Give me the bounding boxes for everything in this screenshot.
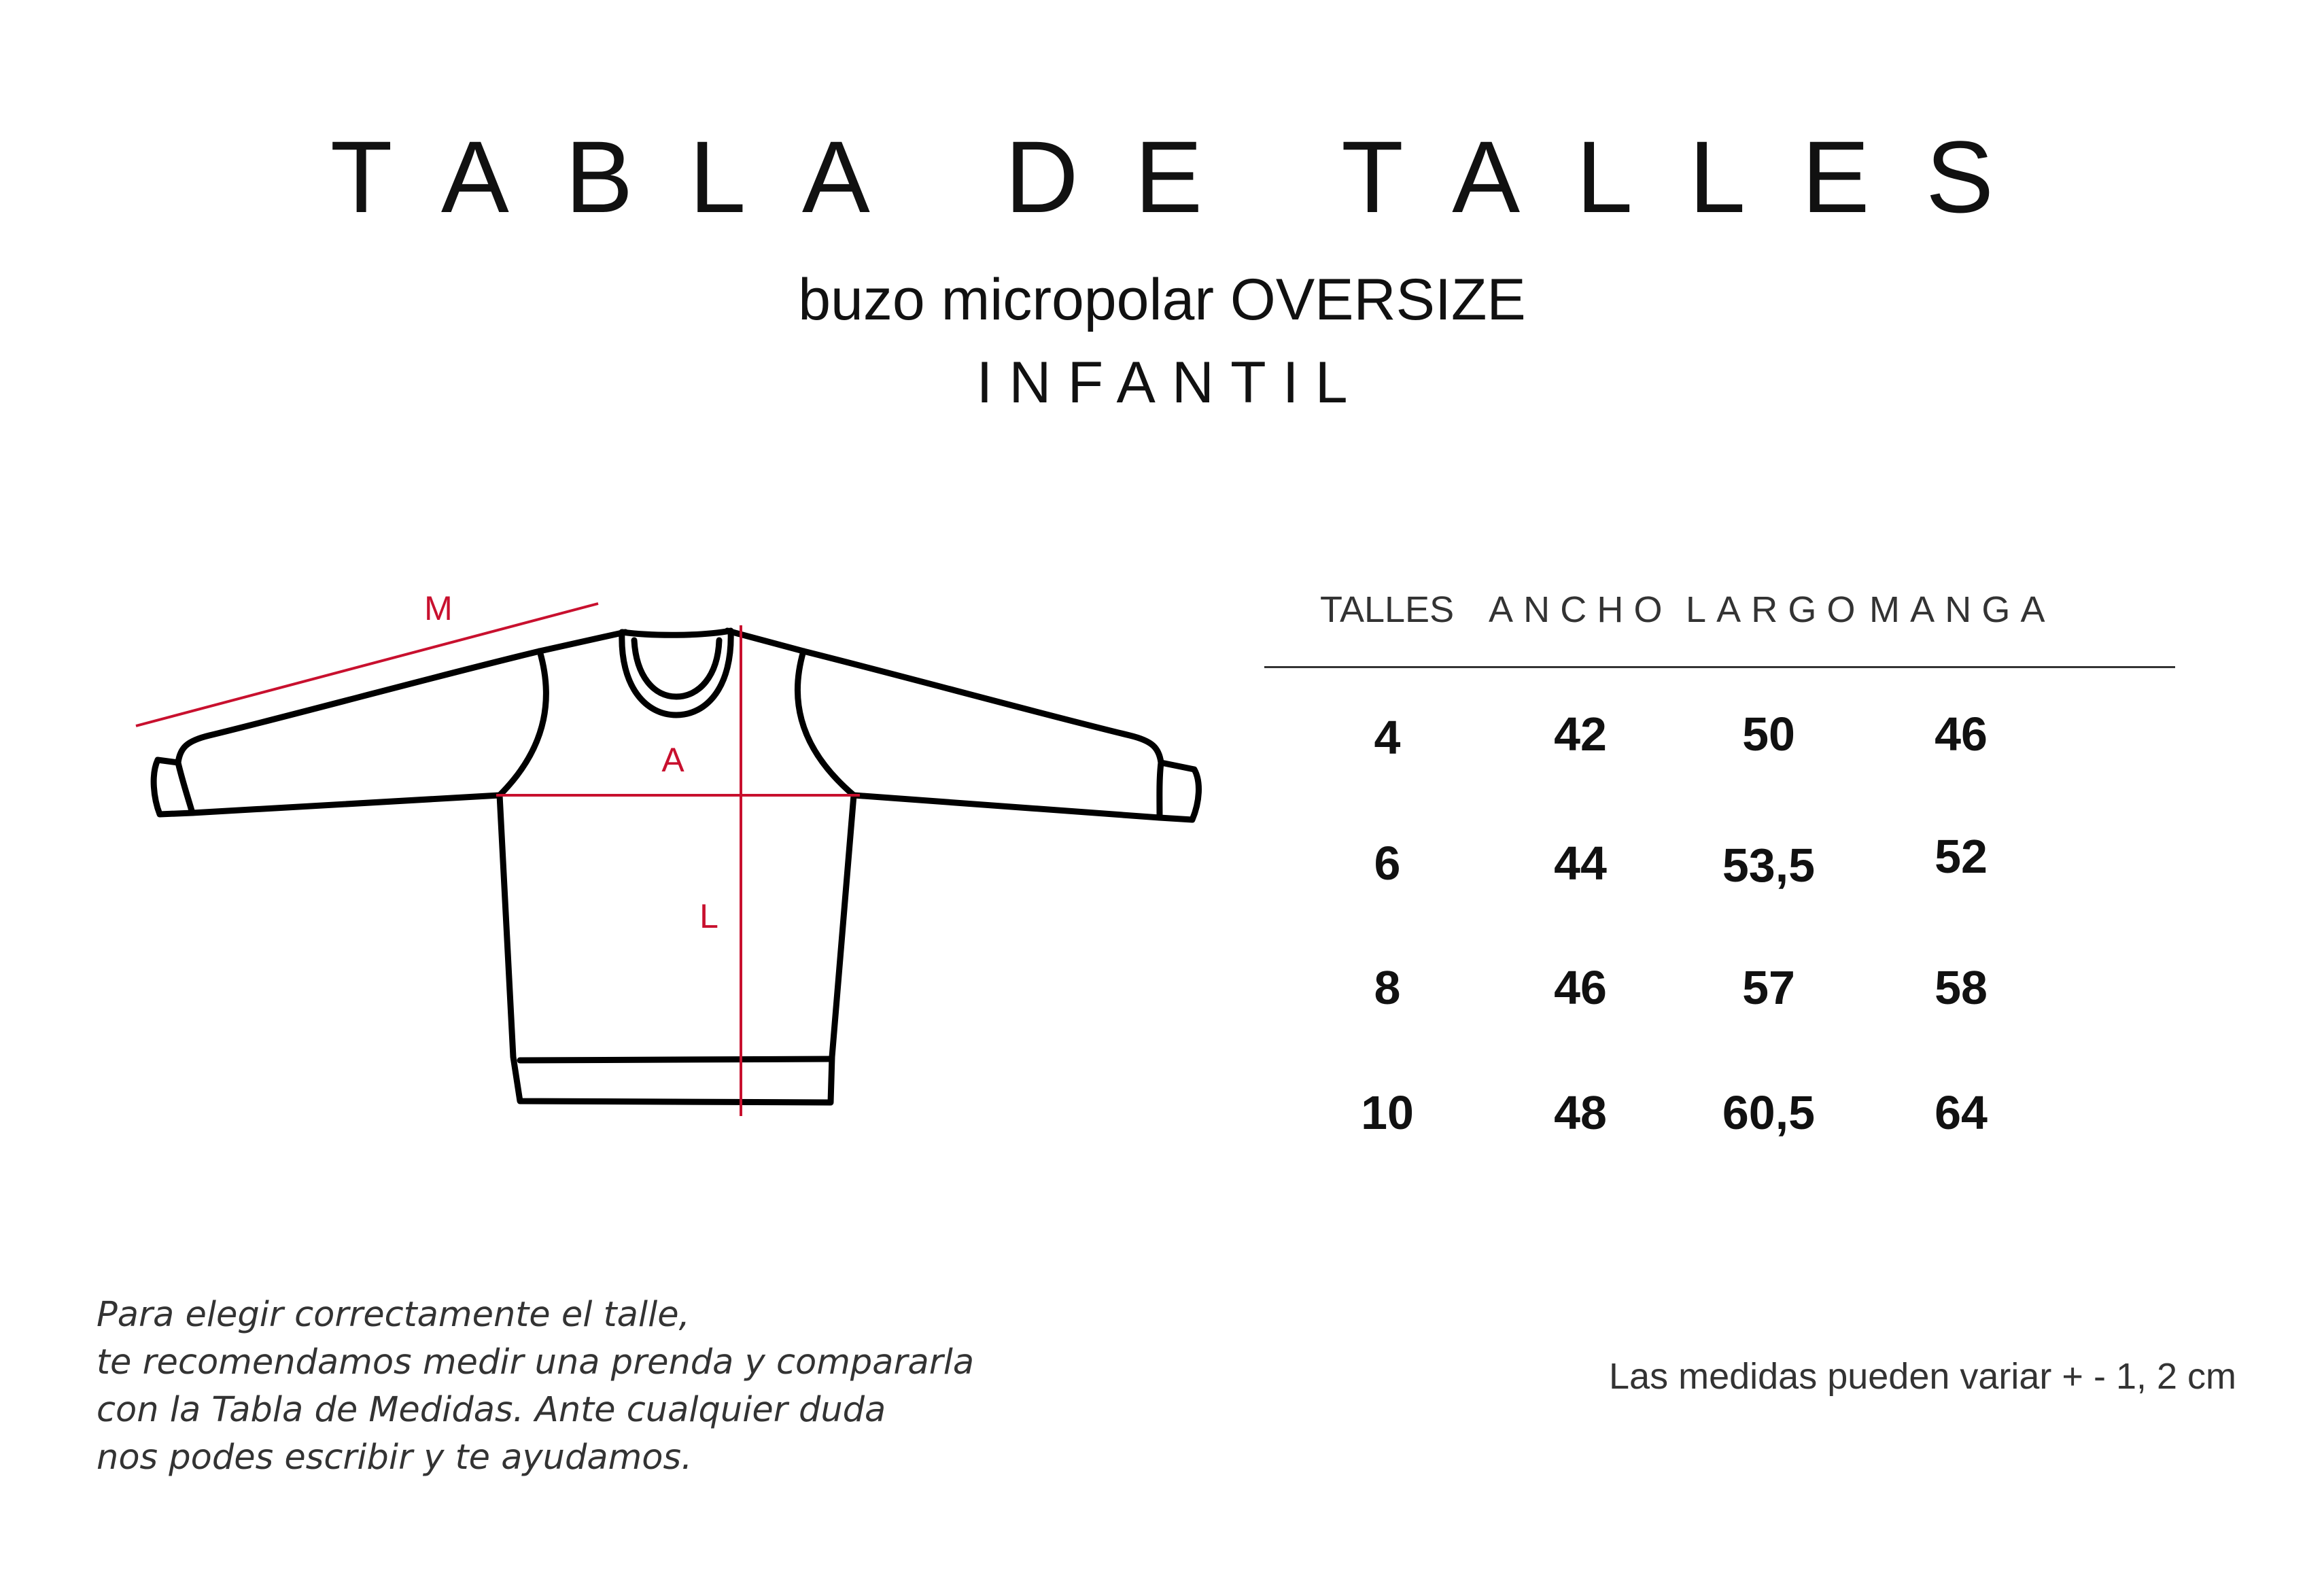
cell-ancho: 48 [1554,1086,1607,1139]
header-divider [1264,666,2175,668]
header-ancho: ANCHO [1489,589,1673,630]
cell-largo: 57 [1742,961,1795,1014]
note-line: con la Tabla de Medidas. Ante cualquier duda [97,1390,886,1430]
label-a: A [661,741,684,779]
header-manga: MANGA [1869,589,2056,630]
cell-largo: 60,5 [1722,1086,1816,1139]
cell-manga: 64 [1935,1086,1988,1139]
note-line: nos podes escribir y te ayudamos. [97,1438,693,1478]
product-subtitle: buzo micropolar OVERSIZE [798,267,1526,332]
cell-talle: 6 [1374,837,1401,890]
cell-talle: 8 [1374,961,1401,1014]
cell-ancho: 46 [1554,961,1607,1014]
size-table [1264,578,2175,1189]
cell-manga: 52 [1935,830,1988,883]
sizing-advice-note [97,1291,1116,1482]
measure-lines [136,604,860,1116]
cell-manga: 46 [1935,708,1988,761]
cell-talle: 4 [1374,711,1401,764]
label-l: L [699,897,718,935]
tolerance-note: Las medidas pueden variar + - 1, 2 cm [1609,1356,2236,1397]
cell-ancho: 42 [1554,708,1607,761]
cell-talle: 10 [1361,1086,1414,1139]
note-line: te recomendamos medir una prenda y compararla [97,1342,975,1382]
sweatshirt-measurement-diagram [122,571,1237,1128]
category-subtitle: INFANTIL [976,350,1364,415]
cell-manga: 58 [1935,961,1988,1014]
header-largo: LARGO [1686,589,1866,630]
sweatshirt-outline [154,631,1198,1102]
note-line: Para elegir correctamente el talle, [97,1295,690,1335]
cell-largo: 53,5 [1722,839,1816,892]
header-talles: TALLES [1320,589,1455,630]
page-title: TABLA DE TALLES [330,120,2050,234]
sleeve-measure-line [136,604,598,726]
cell-ancho: 44 [1554,837,1607,890]
cell-largo: 50 [1742,708,1795,761]
label-m: M [424,589,453,627]
